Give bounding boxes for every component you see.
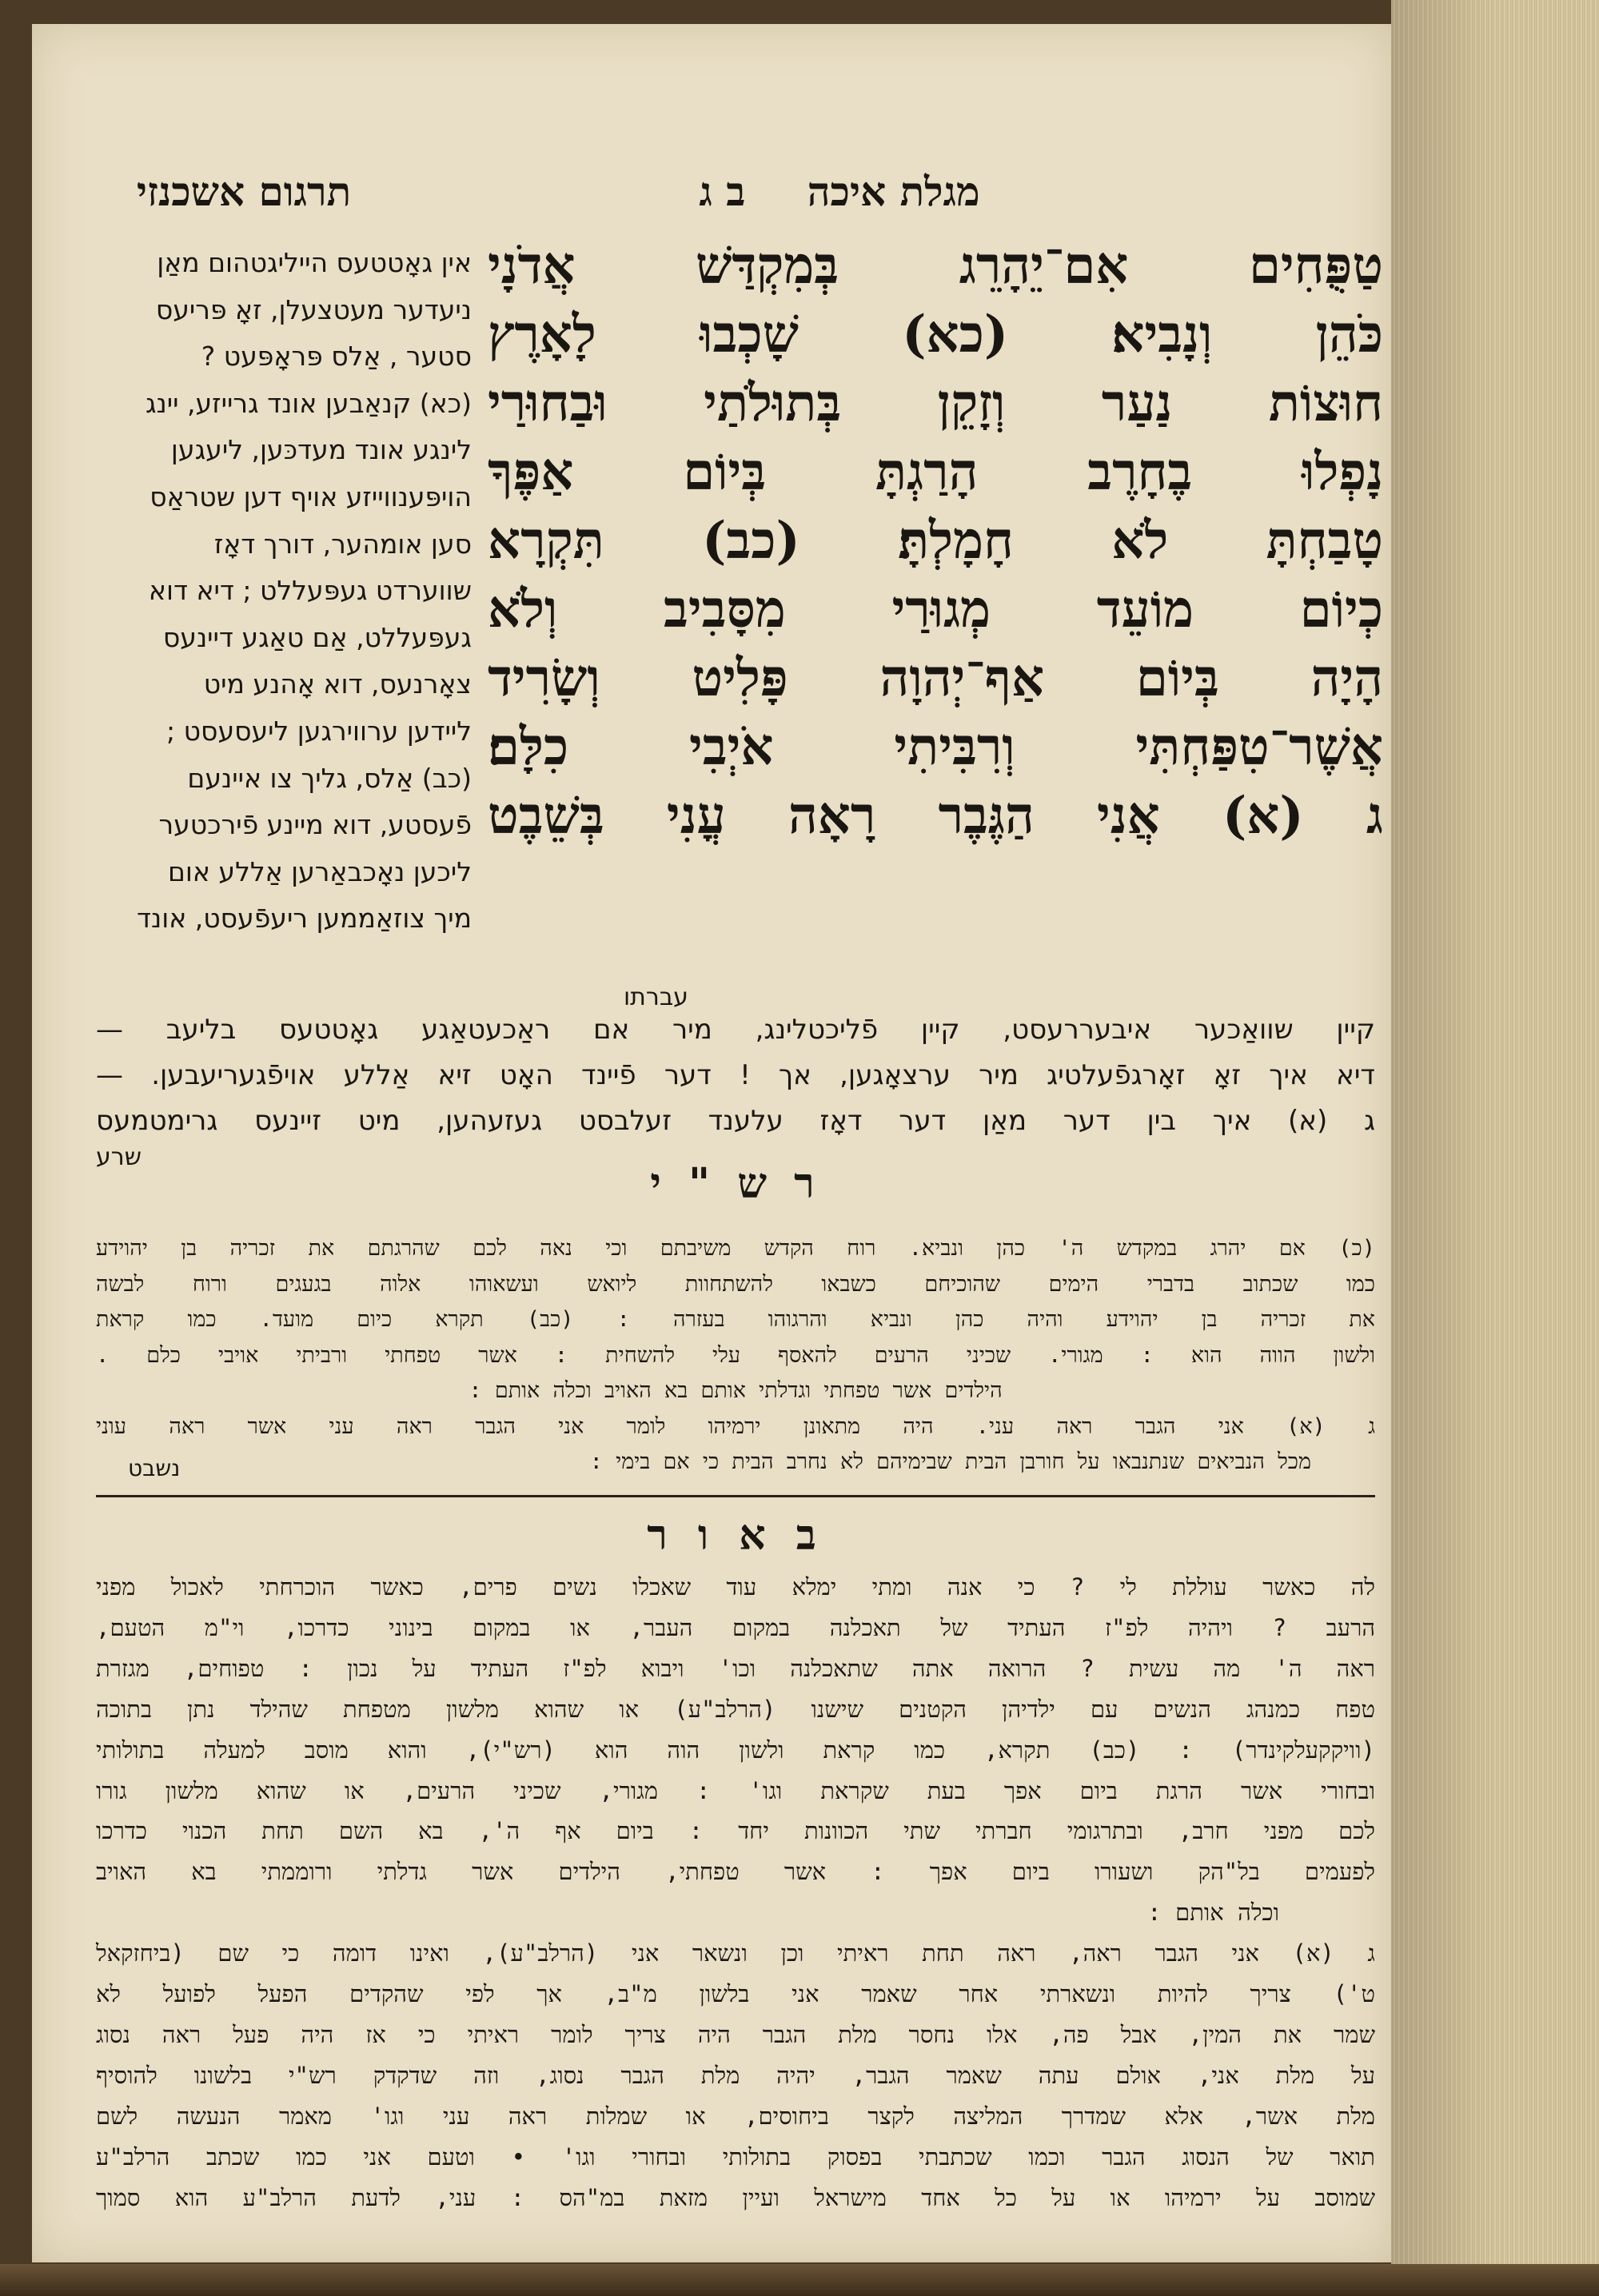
yiddish-line: לינגע אונד מעדכּען, ליעגען xyxy=(170,434,472,466)
rashi-line: מכל הנביאים שנתנבאו על חורבן הבית שבימיהם לא נחרב הבית כי אם בימי : xyxy=(589,1449,1311,1474)
yiddish-full-width xyxy=(96,1007,1375,1144)
catchword-rashi: נשבט xyxy=(128,1455,181,1481)
hebrew-verse-line: הָיָה בְּיוֹם אַף־יְהוָה פָּלִיט וְשָׂרִיד xyxy=(488,648,1383,708)
catchword-yiddish: שרע xyxy=(96,1143,142,1171)
page-number: ב ג xyxy=(699,168,746,215)
yiddish-line: הויפּענווייזע אויף דען שטראַס xyxy=(150,480,472,512)
hebrew-verse-line: טַפֻּחִים אִם־יֵהָרֵג בְּמִקְדַּשׁ אֲדֹנָי xyxy=(488,236,1383,296)
page-header-right xyxy=(480,168,1199,215)
hebrew-verse-line: ג (א) אֲנִי הַגֶּבֶר רָאָה עֳנִי בְּשֵׁבֶט xyxy=(488,786,1383,846)
yiddish-line: מיך צוזאַממען ריעפֿעסט, אונד xyxy=(136,903,472,935)
hebrew-verse-line: חוּצוֹת נַעַר וְזָקֵן בְּתוּלֹתַי וּבַחוּרַי xyxy=(488,373,1383,433)
page-edge-shadow xyxy=(1391,0,1495,2296)
yiddish-line: קיין שוואַכער איבעררעסט, קיין פֿליכטלינג, מיר אם ראַכעטאַגע גאָטטעס בליעב — xyxy=(96,1014,1375,1046)
yiddish-line: צאָרנעס, דוא אָהנע מיט xyxy=(203,668,472,700)
yiddish-line: פֿעסטע, דוא מיינע פֿירכטער xyxy=(158,809,472,841)
biur-line: מלת אשר, אלא שמדרך המליצה לקצר ביחוסים, או שמלות ראה עני וגו' מאמר הנעשה לשם xyxy=(96,2102,1375,2130)
biur-line: שמוסב על ירמיהו או על כל אחד מישראל ועיין מזאת במ"הס : עני, לדעת הרלב"ע הוא סמוך xyxy=(96,2183,1375,2211)
biur-line: שמר את המין, אבל פה, אלו נחסר מלת הגבר היה צריך לומר ראיתי כי אז היה פעל ראה נסוג xyxy=(96,2020,1375,2048)
rashi-commentary xyxy=(96,1231,1375,1481)
hebrew-verse-line: אֲשֶׁר־טִפַּחְתִּי וְרִבִּיתִי אֹיְבִי כִלָּם׃ xyxy=(488,717,1383,777)
rashi-line: (כ) אם יהרג במקדש ה' כהן ונביא. רוח הקדש משיבתם וכי נאה לכם שהרגתם את זכריה בן יהוידע xyxy=(96,1236,1375,1261)
hebrew-main-text xyxy=(488,232,1383,851)
yiddish-line: (כא) קנאַבען אונד גרייזע, יינג xyxy=(145,387,472,419)
section-divider xyxy=(96,1495,1375,1497)
rashi-heading: ר ש " י xyxy=(650,1159,821,1208)
yiddish-line: ניעדער מעטצעלן, זאָ פּריעס xyxy=(155,293,472,325)
page-header-left: תרגום אשכנזי xyxy=(136,168,352,215)
rashi-line: כמו שכתוב בדברי הימים שהוכיחם כשבאו להשתחוות ליואש ועשאוהו אלוה בגעגים ורוח לבשה xyxy=(96,1271,1375,1297)
yiddish-line: ג (א) איך בין דער מאַן דער דאָז עלענד זעלבסט געזעהען, מיט זיינעס גרימטמעס xyxy=(96,1105,1375,1137)
biur-line: ג (א) אני הגבר ראה, ראה תחת ראיתי וכן ונשאר אני (הרלב"ע), ואינו דומה כי שם (ביחזקאל xyxy=(96,1939,1375,1967)
biur-heading: ב א ו ר xyxy=(647,1511,824,1560)
yiddish-line: שווערדט געפּעללט ; דיא דוא xyxy=(148,575,472,607)
rashi-line: ג (א) אני הגבר ראה עני. היה מתאונן ירמיהו לומר אני הגבר ראה עני אשר ראה עוני xyxy=(96,1413,1375,1439)
biur-line: לפעמים בל"הק ושעורו ביום אפך : אשר טפחתי, הילדים אשר גדלתי ורוממתי בא האויב xyxy=(96,1858,1375,1886)
biur-line: ובחורי אשר הרגת ביום אפך בעת שקראת וגו' : מגורי, שכיני הרעים, או שהוא מלשון גורו xyxy=(96,1776,1375,1804)
biur-line: הרעב ? ויהיה לפ"ז העתיד של תאכלנה במקום העבר, או במקום בינוני כדרכו, וי"מ הטעם, xyxy=(96,1613,1375,1641)
yiddish-line: אין גאָטטעס הייליגטהום מאַן xyxy=(157,247,472,278)
biur-line: לה כאשר עוללת לי ? כי אנה ומתי ימלא עוד שאכלו נשים פרים, כאשר הוכרחתי לאכול מפני xyxy=(96,1573,1375,1600)
biur-line: (וויקקעלקינדר) : (כב) תקרא, כמו קראת ולשון הוה הוא (רש"י), והוא מוסב למעלה בתולותי xyxy=(96,1736,1375,1764)
yiddish-translation-column xyxy=(64,240,472,943)
rashi-line: הילדים אשר טפחתי וגדלתי אותם בא האויב וכלה אותם : xyxy=(469,1378,1003,1403)
biur-line: וכלה אותם : xyxy=(1147,1899,1279,1927)
biur-line: תואר של הנסוג הגבר וכמו שכתבתי בפסוק בתולותי ובחורי וגו' • וטעם אני כמו שכתב הרלב"ע xyxy=(96,2143,1375,2170)
biur-line: על מלת אני, אולם עתה שאמר הגבר, יהיה מלת הגבר נסוג, וזה שדקדק רש"י בלשונו להוסיף xyxy=(96,2061,1375,2089)
hebrew-verse-line: נָפְלוּ בֶחָרֶב הָרַגְתָּ בְּיוֹם אַפֶּךָ xyxy=(488,442,1383,502)
catchword-hebrew: עברתו xyxy=(624,983,688,1011)
yiddish-line: ליידען ערווירגען ליעסעסט ; xyxy=(166,715,472,747)
biur-line: טפח כמנהג הנשים עם ילדיהן הקטנים שישנו (הרלב"ע) או שהוא מלשון מטפחת שהילד נתן בתוכה xyxy=(96,1695,1375,1723)
rashi-line: ולשון הווה הוא : מגורי. שכיני הרעים להאסף עלי להשחית : אשר טפחתי ורביתי אויבי כלם . xyxy=(96,1342,1375,1368)
rashi-line: את זכריה בן יהוידע והיה כהן ונביא והרגוהו בעזרה : (כב) תקרא כיום מועד. כמו קראת xyxy=(96,1307,1375,1332)
biur-line: ט') צריך להיות ונשארתי אחר שאמר אני בלשון מ"ב, אך לפי שהקדים הפעל לפועל לא xyxy=(96,1980,1375,2008)
yiddish-line: געפּעללט, אַם טאַגע דיינעס xyxy=(162,621,472,653)
yiddish-line: סטער , אַלס פּראָפּעט ? xyxy=(201,341,472,373)
biur-line: ראה ה' מה עשית ? הרואה אתה שתאכלנה וכו' ויבוא לפ"ז העתיד על נכון : טפוחים, מגזרת xyxy=(96,1654,1375,1682)
hebrew-verse-line: כְיוֹם מוֹעֵד מְגוּרַי מִסָּבִיב וְלֹא xyxy=(488,580,1383,640)
biur-line: לכם מפני חרב, ובתרגומי חברתי שתי הכוונות יחד : ביום אף ה', בא השם תחת הכנוי כדרכו xyxy=(96,1817,1375,1845)
yiddish-line: סען אומהער, דורך דאָז xyxy=(213,528,472,560)
hebrew-verse-line: כֹּהֵן וְנָבִיא׃ (כא) שָׁכְבוּ לָאָרֶץ xyxy=(488,305,1383,365)
book-page xyxy=(32,24,1391,2262)
biur-commentary xyxy=(96,1567,1375,2218)
yiddish-line: (כב) אַלס, גליך צו איינעם xyxy=(187,762,472,794)
book-bottom-edge xyxy=(0,2264,1599,2296)
yiddish-line: ליכען נאָכבאַרען אַללע אום xyxy=(167,855,472,887)
yiddish-line: דיא איך זאָ זאָרגפֿעלטיג מיר ערצאָגען, אך ! דער פֿיינד האָט זיא אַללע אויפֿגעריעבען. — xyxy=(96,1059,1375,1091)
hebrew-verse-line: טָבַחְתָּ לֹא חָמָלְתָּ׃ (כב) תִּקְרָא xyxy=(488,511,1383,571)
book-title: מגלת איכה xyxy=(807,168,980,215)
